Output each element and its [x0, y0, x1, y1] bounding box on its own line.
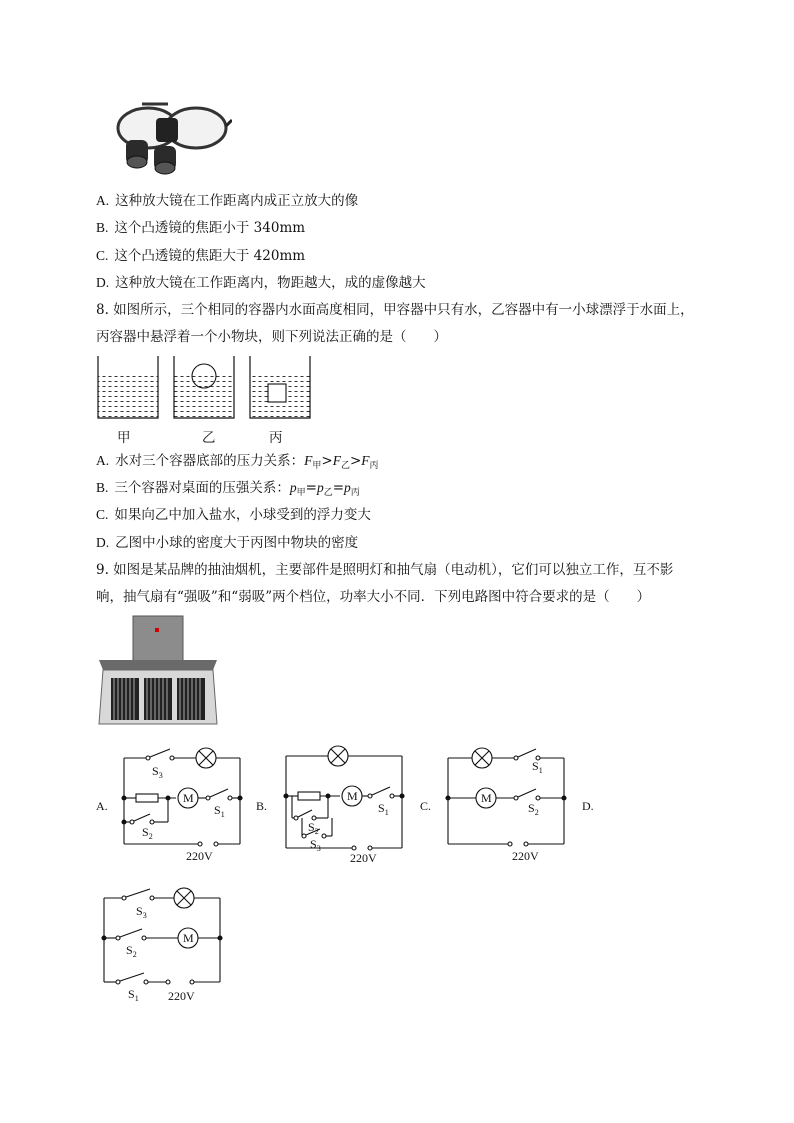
q8-option-b: B. 三个容器对桌面的压强关系：$p_甲=p_乙=p_丙$ [96, 480, 360, 498]
range-hood-image [97, 614, 219, 730]
q8-stem-line1: 8. 如图所示，三个相同的容器内水面高度相同，甲容器中只有水，乙容器中有一小球漂浮于水面上， [96, 302, 694, 318]
circuit-a-motor-label: M [183, 791, 194, 805]
q9-stem-line1: 9. 如图是某品牌的抽油烟机，主要部件是照明灯和抽气扇（电动机），它们可以独立工作，互不影 [96, 562, 674, 578]
circuit-d-s2-label: $S_2$ [126, 943, 137, 959]
circuit-a-label: A. [96, 799, 108, 813]
circuit-b-voltage: 220V [350, 851, 377, 864]
circuit-d-voltage: 220V [168, 989, 195, 1003]
circuit-d-s1-label: $S_1$ [128, 987, 139, 1003]
container-label-jia: 甲 [117, 430, 131, 446]
q9-stem-line2: 响，抽气扇有“强吸”和“弱吸”两个档位，功率大小不同．下列电路图中符合要求的是（ ） [96, 589, 651, 605]
circuit-c [442, 744, 572, 862]
container-bing [250, 356, 310, 418]
circuit-b-label: B. [256, 799, 268, 813]
circuit-c-label: C. [420, 799, 432, 813]
circuit-d-motor-label: M [183, 931, 194, 945]
container-label-yi: 乙 [202, 430, 216, 446]
circuit-d [100, 884, 230, 1006]
container-jia [98, 356, 158, 418]
circuit-a-s2-label: $S_2$ [142, 825, 153, 841]
circuit-c-voltage: 220V [512, 849, 539, 862]
circuit-b-s2-label: $S_2$ [308, 820, 319, 836]
circuit-c-s2-label: $S_2$ [528, 801, 539, 817]
circuit-c-motor-label: M [481, 791, 492, 805]
circuit-a [118, 744, 248, 862]
circuit-a-voltage: 220V [186, 849, 213, 862]
circuit-a-s1-label: $S_1$ [214, 803, 225, 819]
q8-option-c: C. 如果向乙中加入盐水，小球受到的浮力变大 [96, 507, 371, 523]
magnifier-glasses-image [112, 96, 232, 182]
q8-containers-figure [96, 354, 312, 422]
q8-stem-line2: 丙容器中悬浮着一个小物块，则下列说法正确的是（ ） [96, 329, 447, 345]
q8-option-d: D. 乙图中小球的密度大于丙图中物块的密度 [96, 535, 359, 551]
circuit-c-s1-label: $S_1$ [532, 759, 543, 775]
circuit-a-s3-label: $S_3$ [152, 764, 163, 780]
circuit-b-motor-label: M [347, 789, 358, 803]
q7-option-a: A. 这种放大镜在工作距离内成正立放大的像 [96, 193, 359, 209]
container-yi [174, 356, 234, 418]
circuit-b-s3-label: $S_3$ [310, 837, 321, 853]
circuit-d-s3-label: $S_3$ [136, 904, 147, 920]
circuit-d-label: D. [582, 799, 594, 813]
container-label-bing: 丙 [269, 430, 283, 446]
circuit-b [280, 742, 410, 864]
circuit-b-s1-label: $S_1$ [378, 801, 389, 817]
q7-option-b: B. 这个凸透镜的焦距小于 340mm [96, 220, 306, 236]
q7-option-c: C. 这个凸透镜的焦距大于 420mm [96, 248, 306, 264]
q7-option-d: D. 这种放大镜在工作距离内，物距越大，成的虚像越大 [96, 275, 426, 291]
q8-option-a: A. 水对三个容器底部的压力关系：$F_甲>F_乙>F_丙$ [96, 453, 379, 471]
